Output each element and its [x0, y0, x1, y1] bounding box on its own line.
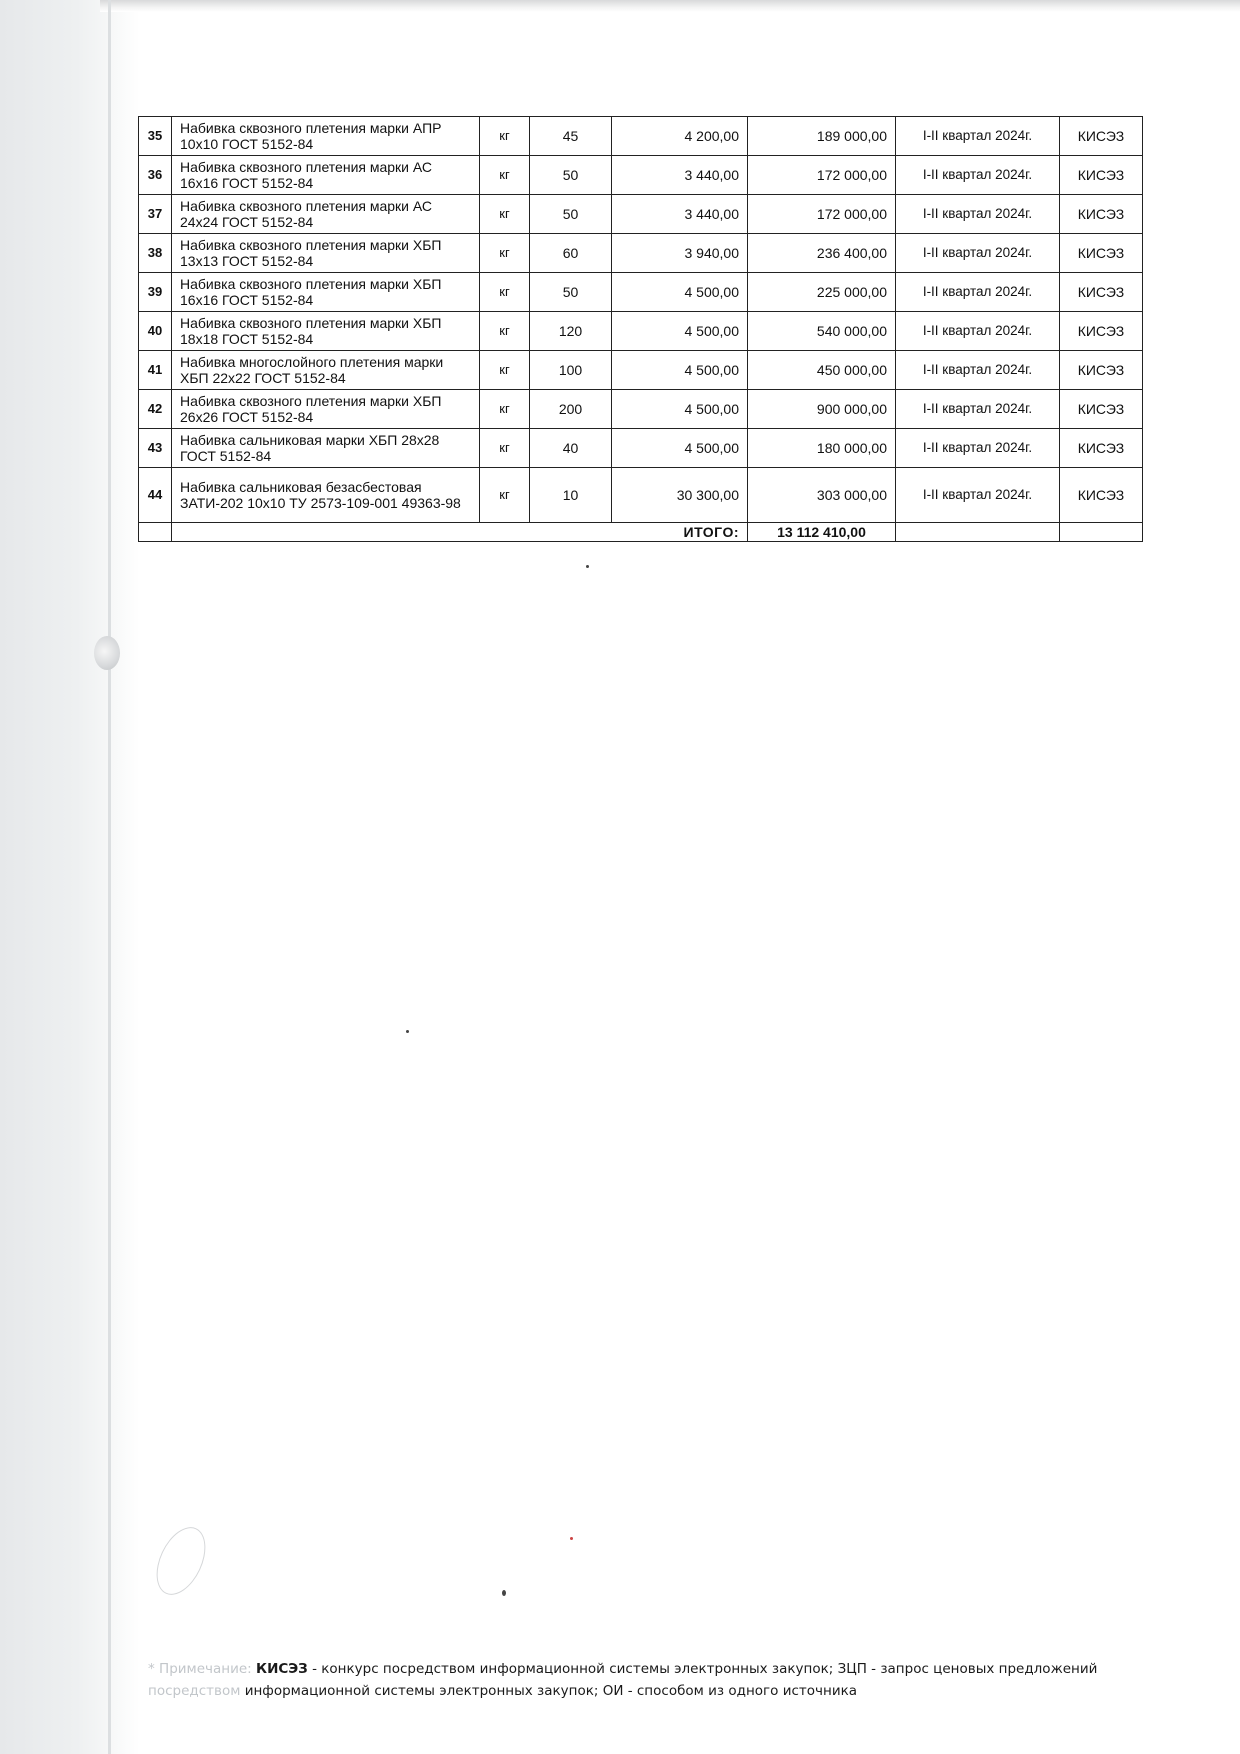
procurement-method-cell: КИСЭЗ: [1060, 312, 1143, 351]
table-row: [139, 351, 1143, 390]
unit-cell: кг: [480, 312, 530, 351]
row-number: 42: [139, 390, 172, 429]
unit-cell: кг: [480, 390, 530, 429]
total-row: [139, 523, 1143, 542]
quantity-cell: 100: [530, 351, 612, 390]
scan-speck: [502, 1590, 506, 1596]
sum-cell: 172 000,00: [748, 195, 896, 234]
delivery-period-cell: I-II квартал 2024г.: [896, 468, 1060, 523]
unit-cell: кг: [480, 351, 530, 390]
sum-cell: 189 000,00: [748, 117, 896, 156]
unit-price-cell: 30 300,00: [612, 468, 748, 523]
item-name: Набивка сквозного плетения марки ХБП 18х18 ГОСТ 5152-84: [172, 312, 480, 351]
total-empty-cell: [1060, 523, 1143, 542]
quantity-cell: 50: [530, 156, 612, 195]
sum-cell: 236 400,00: [748, 234, 896, 273]
delivery-period-cell: I-II квартал 2024г.: [896, 429, 1060, 468]
table-row: [139, 390, 1143, 429]
unit-cell: кг: [480, 273, 530, 312]
footnote-prefix: * Примечание:: [148, 1661, 252, 1677]
quantity-cell: 10: [530, 468, 612, 523]
table-row: [139, 429, 1143, 468]
row-number: 35: [139, 117, 172, 156]
quantity-cell: 50: [530, 195, 612, 234]
delivery-period-cell: I-II квартал 2024г.: [896, 273, 1060, 312]
delivery-period-cell: I-II квартал 2024г.: [896, 195, 1060, 234]
procurement-method-cell: КИСЭЗ: [1060, 273, 1143, 312]
handwritten-mark: [147, 1519, 215, 1602]
row-number: 36: [139, 156, 172, 195]
binding-fold: [108, 0, 111, 1754]
footnote-abbr: КИСЭЗ: [256, 1661, 308, 1677]
sum-cell: 303 000,00: [748, 468, 896, 523]
item-name: Набивка сквозного плетения марки ХБП 16х16 ГОСТ 5152-84: [172, 273, 480, 312]
table-row: [139, 468, 1143, 523]
row-number: 39: [139, 273, 172, 312]
total-empty-cell: [896, 523, 1060, 542]
table-body: [139, 117, 1143, 542]
table-row: [139, 273, 1143, 312]
total-label: ИТОГО:: [172, 523, 748, 542]
item-name: Набивка сквозного плетения марки АПР 10х10 ГОСТ 5152-84: [172, 117, 480, 156]
row-number: 44: [139, 468, 172, 523]
unit-cell: кг: [480, 156, 530, 195]
punch-hole: [94, 636, 120, 670]
procurement-method-cell: КИСЭЗ: [1060, 117, 1143, 156]
item-name: Набивка сквозного плетения марки ХБП 26х26 ГОСТ 5152-84: [172, 390, 480, 429]
quantity-cell: 45: [530, 117, 612, 156]
procurement-method-cell: КИСЭЗ: [1060, 351, 1143, 390]
unit-cell: кг: [480, 234, 530, 273]
sum-cell: 225 000,00: [748, 273, 896, 312]
item-name: Набивка сквозного плетения марки ХБП 13х13 ГОСТ 5152-84: [172, 234, 480, 273]
table-row: [139, 117, 1143, 156]
unit-price-cell: 3 440,00: [612, 195, 748, 234]
unit-price-cell: 3 440,00: [612, 156, 748, 195]
table-row: [139, 156, 1143, 195]
sum-cell: 172 000,00: [748, 156, 896, 195]
row-number: 41: [139, 351, 172, 390]
item-name: Набивка сальниковая марки ХБП 28х28 ГОСТ 5152-84: [172, 429, 480, 468]
unit-price-cell: 3 940,00: [612, 234, 748, 273]
table-row: [139, 195, 1143, 234]
quantity-cell: 50: [530, 273, 612, 312]
unit-cell: кг: [480, 468, 530, 523]
delivery-period-cell: I-II квартал 2024г.: [896, 117, 1060, 156]
total-empty-cell: [139, 523, 172, 542]
row-number: 37: [139, 195, 172, 234]
sum-cell: 540 000,00: [748, 312, 896, 351]
procurement-method-cell: КИСЭЗ: [1060, 156, 1143, 195]
row-number: 43: [139, 429, 172, 468]
procurement-table: [138, 116, 1143, 542]
unit-price-cell: 4 500,00: [612, 351, 748, 390]
item-name: Набивка сквозного плетения марки АС 16х16 ГОСТ 5152-84: [172, 156, 480, 195]
item-name: Набивка многослойного плетения марки ХБП 22х22 ГОСТ 5152-84: [172, 351, 480, 390]
procurement-method-cell: КИСЭЗ: [1060, 195, 1143, 234]
procurement-method-cell: КИСЭЗ: [1060, 429, 1143, 468]
unit-price-cell: 4 200,00: [612, 117, 748, 156]
footnote-line2-faded: посредством: [148, 1683, 241, 1699]
table-row: [139, 312, 1143, 351]
scan-top-edge: [100, 0, 1240, 12]
unit-cell: кг: [480, 117, 530, 156]
quantity-cell: 40: [530, 429, 612, 468]
procurement-method-cell: КИСЭЗ: [1060, 468, 1143, 523]
unit-cell: кг: [480, 429, 530, 468]
item-name: Набивка сальниковая безасбестовая ЗАТИ-202 10х10 ТУ 2573-109-001 49363-98: [172, 468, 480, 523]
procurement-method-cell: КИСЭЗ: [1060, 234, 1143, 273]
unit-price-cell: 4 500,00: [612, 429, 748, 468]
footnote-line2-text: информационной системы электронных закупок; ОИ - способом из одного источника: [240, 1683, 858, 1699]
quantity-cell: 200: [530, 390, 612, 429]
scan-speck: [586, 565, 589, 568]
item-name: Набивка сквозного плетения марки АС 24х24 ГОСТ 5152-84: [172, 195, 480, 234]
sum-cell: 180 000,00: [748, 429, 896, 468]
row-number: 40: [139, 312, 172, 351]
scan-edge-shadow: [0, 0, 140, 1754]
procurement-method-cell: КИСЭЗ: [1060, 390, 1143, 429]
delivery-period-cell: I-II квартал 2024г.: [896, 312, 1060, 351]
delivery-period-cell: I-II квартал 2024г.: [896, 156, 1060, 195]
unit-price-cell: 4 500,00: [612, 390, 748, 429]
total-value: 13 112 410,00: [748, 523, 896, 542]
quantity-cell: 120: [530, 312, 612, 351]
delivery-period-cell: I-II квартал 2024г.: [896, 351, 1060, 390]
sum-cell: 450 000,00: [748, 351, 896, 390]
scan-speck: [406, 1030, 409, 1033]
unit-price-cell: 4 500,00: [612, 312, 748, 351]
quantity-cell: 60: [530, 234, 612, 273]
row-number: 38: [139, 234, 172, 273]
delivery-period-cell: I-II квартал 2024г.: [896, 390, 1060, 429]
unit-cell: кг: [480, 195, 530, 234]
delivery-period-cell: I-II квартал 2024г.: [896, 234, 1060, 273]
table-row: [139, 234, 1143, 273]
scan-speck: [570, 1537, 573, 1540]
unit-price-cell: 4 500,00: [612, 273, 748, 312]
footnote: [148, 1658, 1128, 1702]
sum-cell: 900 000,00: [748, 390, 896, 429]
footnote-text: - конкурс посредством информационной системы электронных закупок; ЗЦП - запрос ценовых предложений: [307, 1661, 1098, 1677]
